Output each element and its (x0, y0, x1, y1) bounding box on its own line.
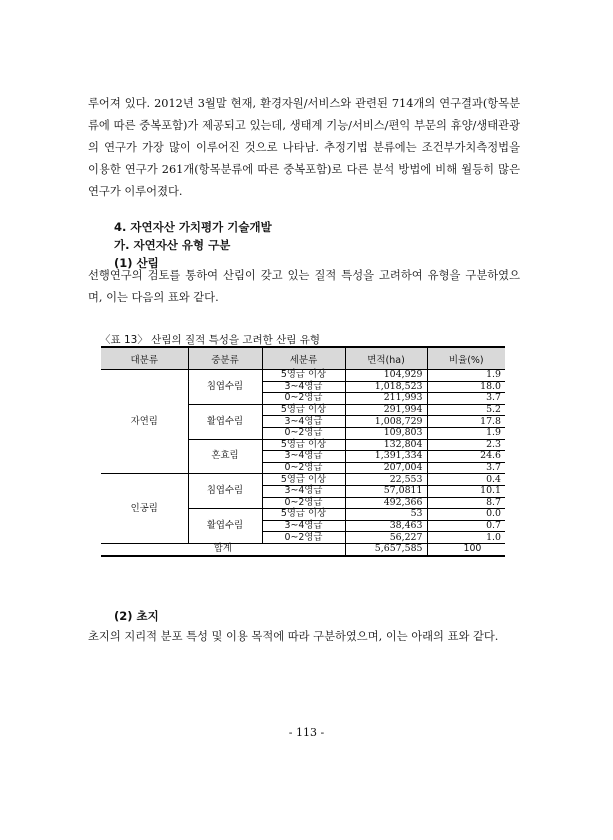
ratio-cell: 0.7 (427, 520, 505, 532)
grassland-paragraph: 초지의 지리적 분포 특성 및 이용 목적에 따라 구분하였으며, 이는 아래의 표와 같다. (88, 630, 499, 643)
table-header-cell: 중분류 (188, 347, 262, 370)
forest-type-table (101, 346, 505, 557)
sub-category-cell: 5영급 이상 (262, 404, 345, 416)
sub-category-cell: 3~4영급 (262, 520, 345, 532)
sub-category-cell: 5영급 이상 (262, 509, 345, 521)
mid-category-cell: 활엽수림 (188, 404, 262, 439)
sub-category-cell: 0~2영급 (262, 462, 345, 474)
sub-category-cell: 0~2영급 (262, 393, 345, 405)
table-caption: 〈표 13〉 산림의 질적 특성을 고려한 산림 유형 (100, 334, 321, 346)
area-cell: 291,994 (345, 404, 427, 416)
total-area-cell: 5,657,585 (345, 543, 427, 555)
subsubsection-heading-grassland: (2) 초지 (114, 609, 159, 623)
sub-category-cell: 0~2영급 (262, 497, 345, 509)
sub-category-cell: 5영급 이상 (262, 474, 345, 486)
section-heading: 4. 자연자산 가치평가 기술개발 (114, 220, 272, 234)
mid-category-cell: 침엽수림 (188, 370, 262, 405)
forest-paragraph: 선행연구의 검토를 통하여 산림이 갖고 있는 질적 특성을 고려하여 유형을 구분하였으며, 이는 다음의 표와 같다. (88, 269, 520, 304)
sub-category-cell: 5영급 이상 (262, 370, 345, 382)
ratio-cell: 18.0 (427, 381, 505, 393)
ratio-cell: 2.3 (427, 439, 505, 451)
area-cell: 1,018,523 (345, 381, 427, 393)
table-row (101, 370, 505, 382)
area-cell: 109,803 (345, 427, 427, 439)
major-category-cell: 인공림 (101, 474, 188, 544)
ratio-cell: 3.7 (427, 462, 505, 474)
table-header-cell: 세분류 (262, 347, 345, 370)
ratio-cell: 24.6 (427, 451, 505, 463)
ratio-cell: 3.7 (427, 393, 505, 405)
ratio-cell: 1.0 (427, 532, 505, 544)
area-cell: 38,463 (345, 520, 427, 532)
sub-category-cell: 3~4영급 (262, 381, 345, 393)
intro-paragraph: 루어져 있다. 2012년 3월말 현재, 환경자원/서비스와 관련된 714개의 연구결과(항목분류에 따른 중복포함)가 제공되고 있는데, 생태계 기능/서비스/편익 부문의 휴양/생태관광의 연구가 가장 많이 이루어진 것으로 나타남. 추정기법 분류에는 조건부가치측정법을 이용한 연구가 261개(항목분류에 따른 중복포함)로 다른 분석 방법에 비해 월등히 많은 연구가 이루어졌다. (88, 97, 520, 198)
area-cell: 1,008,729 (345, 416, 427, 428)
ratio-cell: 1.9 (427, 427, 505, 439)
area-cell: 207,004 (345, 462, 427, 474)
table-header-cell: 면적(ha) (345, 347, 427, 370)
major-category-cell: 자연림 (101, 370, 188, 474)
mid-category-cell: 침엽수림 (188, 474, 262, 509)
table-header-cell: 비율(%) (427, 347, 505, 370)
mid-category-cell: 혼효림 (188, 439, 262, 474)
sub-category-cell: 3~4영급 (262, 485, 345, 497)
ratio-cell: 5.2 (427, 404, 505, 416)
ratio-cell: 0.4 (427, 474, 505, 486)
ratio-cell: 0.0 (427, 509, 505, 521)
subsection-heading: 가. 자연자산 유형 구분 (114, 238, 231, 252)
area-cell: 104,929 (345, 370, 427, 382)
page-number: - 113 - (288, 726, 325, 739)
table-total-row (101, 543, 505, 555)
total-label-cell: 합계 (101, 543, 345, 555)
ratio-cell: 17.8 (427, 416, 505, 428)
area-cell: 132,804 (345, 439, 427, 451)
table-header-cell: 대분류 (101, 347, 188, 370)
ratio-cell: 1.9 (427, 370, 505, 382)
total-ratio-cell: 100 (427, 543, 505, 555)
sub-category-cell: 3~4영급 (262, 416, 345, 428)
area-cell: 56,227 (345, 532, 427, 544)
mid-category-cell: 활엽수림 (188, 509, 262, 544)
ratio-cell: 8.7 (427, 497, 505, 509)
area-cell: 22,553 (345, 474, 427, 486)
subsubsection-heading: (1) 산림 (114, 256, 159, 270)
sub-category-cell: 5영급 이상 (262, 439, 345, 451)
sub-category-cell: 0~2영급 (262, 427, 345, 439)
sub-category-cell: 0~2영급 (262, 532, 345, 544)
area-cell: 1,391,334 (345, 451, 427, 463)
ratio-cell: 10.1 (427, 485, 505, 497)
area-cell: 211,993 (345, 393, 427, 405)
table-row (101, 474, 505, 486)
area-cell: 492,366 (345, 497, 427, 509)
area-cell: 57,0811 (345, 485, 427, 497)
sub-category-cell: 3~4영급 (262, 451, 345, 463)
area-cell: 53 (345, 509, 427, 521)
